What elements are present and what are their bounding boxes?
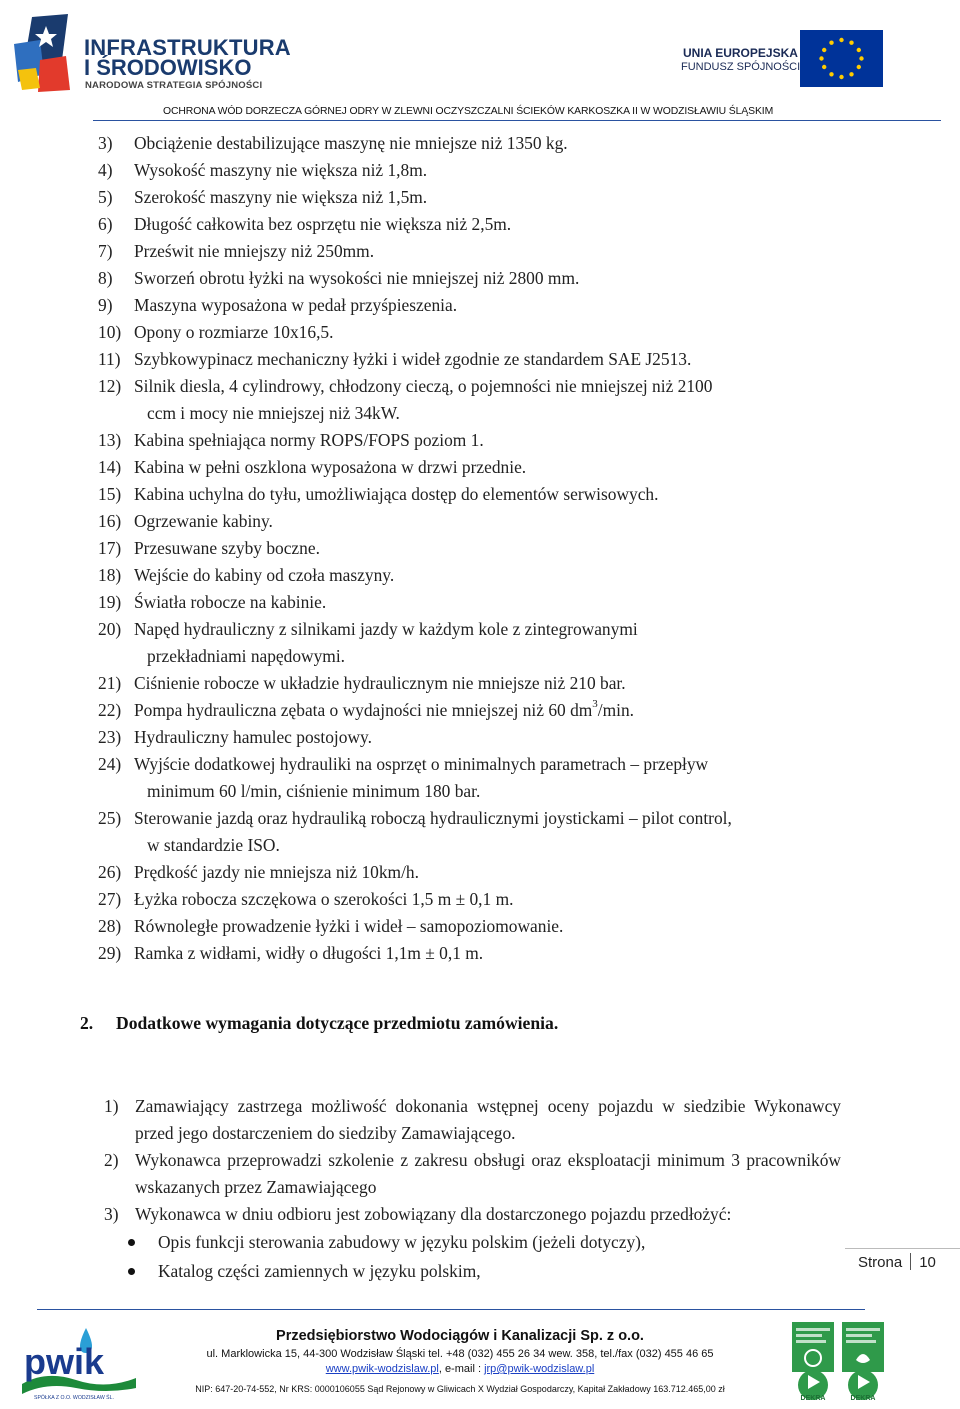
item-number: 26)	[98, 862, 122, 882]
item-number: 15)	[98, 484, 122, 504]
item-text: Prześwit nie mniejszy niż 250mm.	[134, 241, 375, 261]
item-number: 3)	[98, 133, 113, 153]
item-number: 21)	[98, 673, 122, 693]
list-item	[98, 265, 858, 292]
list-item	[98, 238, 858, 265]
item-text: Kabina uchylna do tyłu, umożliwiająca dostęp do elementów serwisowych.	[134, 484, 659, 504]
bullet-text: Opis funkcji sterowania zabudowy w języku polskim (jeżeli dotyczy),	[158, 1232, 646, 1252]
dekra-label: DEKRA	[800, 1395, 826, 1402]
requirements-list	[98, 130, 858, 967]
item-number: 14)	[98, 457, 122, 477]
item-text: Wykonawca w dniu odbioru jest zobowiązany dla dostarczonego pojazdu przedłożyć:	[135, 1204, 732, 1224]
item-text: Obciążenie destabilizujące maszynę nie mniejsze niż 1350 kg.	[134, 133, 568, 153]
item-number: 12)	[98, 376, 122, 396]
logo-line-2: I ŚRODOWISKO	[84, 55, 252, 80]
pwik-wordmark: pwik	[24, 1341, 105, 1382]
item-text: Zamawiający zastrzega możliwość dokonania wstępnej oceny pojazdu w siedzibie Wykonawcy przed jego dostarczeniem do siedziby Zamawiającego.	[135, 1096, 841, 1143]
eu-flag-icon	[800, 30, 883, 87]
header-divider	[93, 120, 941, 121]
item-number: 3)	[104, 1204, 119, 1224]
list-item	[98, 697, 858, 724]
item-text: Szybkowypinacz mechaniczny łyżki i wideł zgodnie ze standardem SAE J2513.	[134, 349, 692, 369]
item-number: 7)	[98, 241, 113, 261]
list-item	[98, 184, 858, 211]
item-text: Szerokość maszyny nie większa niż 1,5m.	[134, 187, 428, 207]
website-link[interactable]: www.pwik-wodzislaw.pl	[325, 1363, 439, 1375]
eu-label: UNIA EUROPEJSKA	[683, 46, 798, 60]
email-label: , e-mail :	[438, 1363, 485, 1375]
superscript: 3	[592, 698, 598, 711]
item-text: Kabina w pełni oszklona wyposażona w drzwi przednie.	[134, 457, 527, 477]
additional-requirements-list	[104, 1093, 841, 1228]
logo-line-1: INFRASTRUKTURA	[84, 35, 291, 60]
item-text: Sterowanie jazdą oraz hydrauliką roboczą hydraulicznymi joystickami – pilot control,	[134, 808, 732, 828]
email-link[interactable]: jrp@pwik-wodzislaw.pl	[484, 1363, 595, 1375]
item-number: 25)	[98, 808, 122, 828]
item-number: 9)	[98, 295, 113, 315]
item-number: 18)	[98, 565, 122, 585]
list-item	[98, 616, 858, 670]
list-item	[98, 589, 858, 616]
pwik-subtitle: SPÓŁKA Z O.O. WODZISŁAW ŚL.	[34, 1395, 114, 1401]
page-value: 10	[919, 1254, 936, 1271]
item-text: Opony o rozmiarze 10x16,5.	[134, 322, 334, 342]
list-item	[98, 454, 858, 481]
page-label: Strona	[858, 1254, 903, 1271]
item-text: Pompa hydrauliczna zębata o wydajności nie mniejszej niż 60 dm	[134, 700, 593, 720]
list-item	[98, 319, 858, 346]
page-header	[0, 0, 960, 122]
item-continuation: minimum 60 l/min, ciśnienie minimum 180 bar.	[147, 781, 481, 801]
item-number: 5)	[98, 187, 113, 207]
item-number: 20)	[98, 619, 122, 639]
list-item	[98, 211, 858, 238]
list-item	[98, 535, 858, 562]
item-text: Wejście do kabiny od czoła maszyny.	[134, 565, 395, 585]
fund-label: FUNDUSZ SPÓJNOŚCI	[681, 61, 801, 73]
page-number	[858, 1253, 936, 1271]
item-text: Łyżka robocza szczękowa o szerokości 1,5 m ± 0,1 m.	[134, 889, 514, 909]
list-item	[98, 157, 858, 184]
list-item	[98, 292, 858, 319]
item-text: Kabina spełniająca normy ROPS/FOPS poziom 1.	[134, 430, 484, 450]
item-text: Hydrauliczny hamulec postojowy.	[134, 727, 372, 747]
project-title: OCHRONA WÓD DORZECZA GÓRNEJ ODRY W ZLEWNI OCZYSZCZALNI ŚCIEKÓW KARKOSZKA II W WODZISŁAWIU ŚLĄSKIM	[163, 106, 774, 117]
dekra-label: DEKRA	[850, 1395, 876, 1402]
item-text: Ramka z widłami, widły o długości 1,1m ± 0,1 m.	[134, 943, 484, 963]
list-item	[98, 130, 858, 157]
list-item	[98, 508, 858, 535]
item-number: 6)	[98, 214, 113, 234]
list-item	[98, 346, 858, 373]
item-number: 23)	[98, 727, 122, 747]
list-item	[98, 805, 858, 859]
item-number: 16)	[98, 511, 122, 531]
list-item	[98, 724, 858, 751]
item-number: 27)	[98, 889, 122, 909]
pwik-logo-icon	[16, 1322, 142, 1402]
logo-line-3: NARODOWA STRATEGIA SPÓJNOŚCI	[85, 80, 263, 91]
list-item	[104, 1201, 841, 1228]
item-number: 4)	[98, 160, 113, 180]
list-item	[98, 913, 858, 940]
item-text-suffix: /min.	[597, 700, 635, 720]
item-number: 13)	[98, 430, 122, 450]
bullet-icon	[128, 1268, 135, 1275]
bullet-icon	[128, 1239, 135, 1246]
item-number: 11)	[98, 349, 121, 369]
footer-divider	[37, 1309, 865, 1310]
list-item	[98, 751, 858, 805]
item-number: 19)	[98, 592, 122, 612]
item-text: Silnik diesla, 4 cylindrowy, chłodzony cieczą, o pojemności nie mniejszej niż 2100	[134, 376, 713, 396]
item-continuation: przekładniami napędowymi.	[147, 646, 345, 666]
dekra-certificate-icon	[792, 1322, 838, 1402]
item-number: 28)	[98, 916, 122, 936]
section-title: Dodatkowe wymagania dotyczące przedmiotu zamówienia.	[116, 1013, 559, 1033]
list-item	[98, 481, 858, 508]
list-item	[98, 886, 858, 913]
item-text: Wyjście dodatkowej hydrauliki na osprzęt o minimalnych parametrach – przepływ	[134, 754, 709, 774]
page-number-divider	[845, 1248, 960, 1249]
bullet-text: Katalog części zamiennych w języku polskim,	[158, 1261, 481, 1281]
item-text: Sworzeń obrotu łyżki na wysokości nie mniejszej niż 2800 mm.	[134, 268, 580, 288]
section-number: 2.	[80, 1013, 94, 1033]
list-item	[98, 427, 858, 454]
item-number: 17)	[98, 538, 122, 558]
footer-text	[150, 1325, 770, 1397]
infrastruktura-logo-icon	[10, 12, 76, 94]
item-text: Równoległe prowadzenie łyżki i wideł – samopoziomowanie.	[134, 916, 564, 936]
item-number: 1)	[104, 1096, 119, 1116]
list-item	[98, 859, 858, 886]
registry-info: NIP: 647-20-74-552, Nr KRS: 0000106055 Sąd Rejonowy w Gliwicach X Wydział Gospodarczy, Kapitał Zakładowy 163.712.465,00 zł	[195, 1384, 725, 1394]
section-heading	[80, 1013, 558, 1034]
list-item	[104, 1147, 841, 1201]
list-item	[98, 940, 858, 967]
item-continuation: ccm i mocy nie mniejszej niż 34kW.	[147, 403, 400, 423]
list-item	[98, 373, 858, 427]
item-text: Wysokość maszyny nie większa niż 1,8m.	[134, 160, 428, 180]
item-number: 24)	[98, 754, 122, 774]
list-item	[98, 562, 858, 589]
list-item	[98, 670, 858, 697]
company-name: Przedsiębiorstwo Wodociągów i Kanalizacji Sp. z o.o.	[276, 1328, 644, 1344]
item-text: Ciśnienie robocze w układzie hydraulicznym nie mniejsze niż 210 bar.	[134, 673, 626, 693]
item-text: Przesuwane szyby boczne.	[134, 538, 320, 558]
item-continuation: w standardzie ISO.	[147, 835, 280, 855]
company-address: ul. Marklowicka 15, 44-300 Wodzisław Śląski tel. +48 (032) 455 26 34 wew. 358, tel./fax (032) 455 46 65	[206, 1348, 714, 1360]
item-text: Długość całkowita bez osprzętu nie większa niż 2,5m.	[134, 214, 512, 234]
list-item	[104, 1093, 841, 1147]
item-number: 8)	[98, 268, 113, 288]
contact-line	[150, 1361, 770, 1377]
item-text: Wykonawca przeprowadzi szkolenie z zakresu obsługi oraz eksploatacji minimum 3 pracowników wskazanych przez Zamawiającego	[135, 1150, 841, 1197]
item-text: Ogrzewanie kabiny.	[134, 511, 273, 531]
item-number: 22)	[98, 700, 122, 720]
item-text: Światła robocze na kabinie.	[134, 592, 327, 612]
item-text: Napęd hydrauliczny z silnikami jazdy w każdym kole z zintegrowanymi	[134, 619, 638, 639]
item-number: 10)	[98, 322, 122, 342]
dekra-certificate-icon	[842, 1322, 888, 1402]
item-text: Prędkość jazdy nie mniejsza niż 10km/h.	[134, 862, 419, 882]
item-text: Maszyna wyposażona w pedał przyśpieszenia.	[134, 295, 458, 315]
item-number: 29)	[98, 943, 122, 963]
item-number: 2)	[104, 1150, 119, 1170]
